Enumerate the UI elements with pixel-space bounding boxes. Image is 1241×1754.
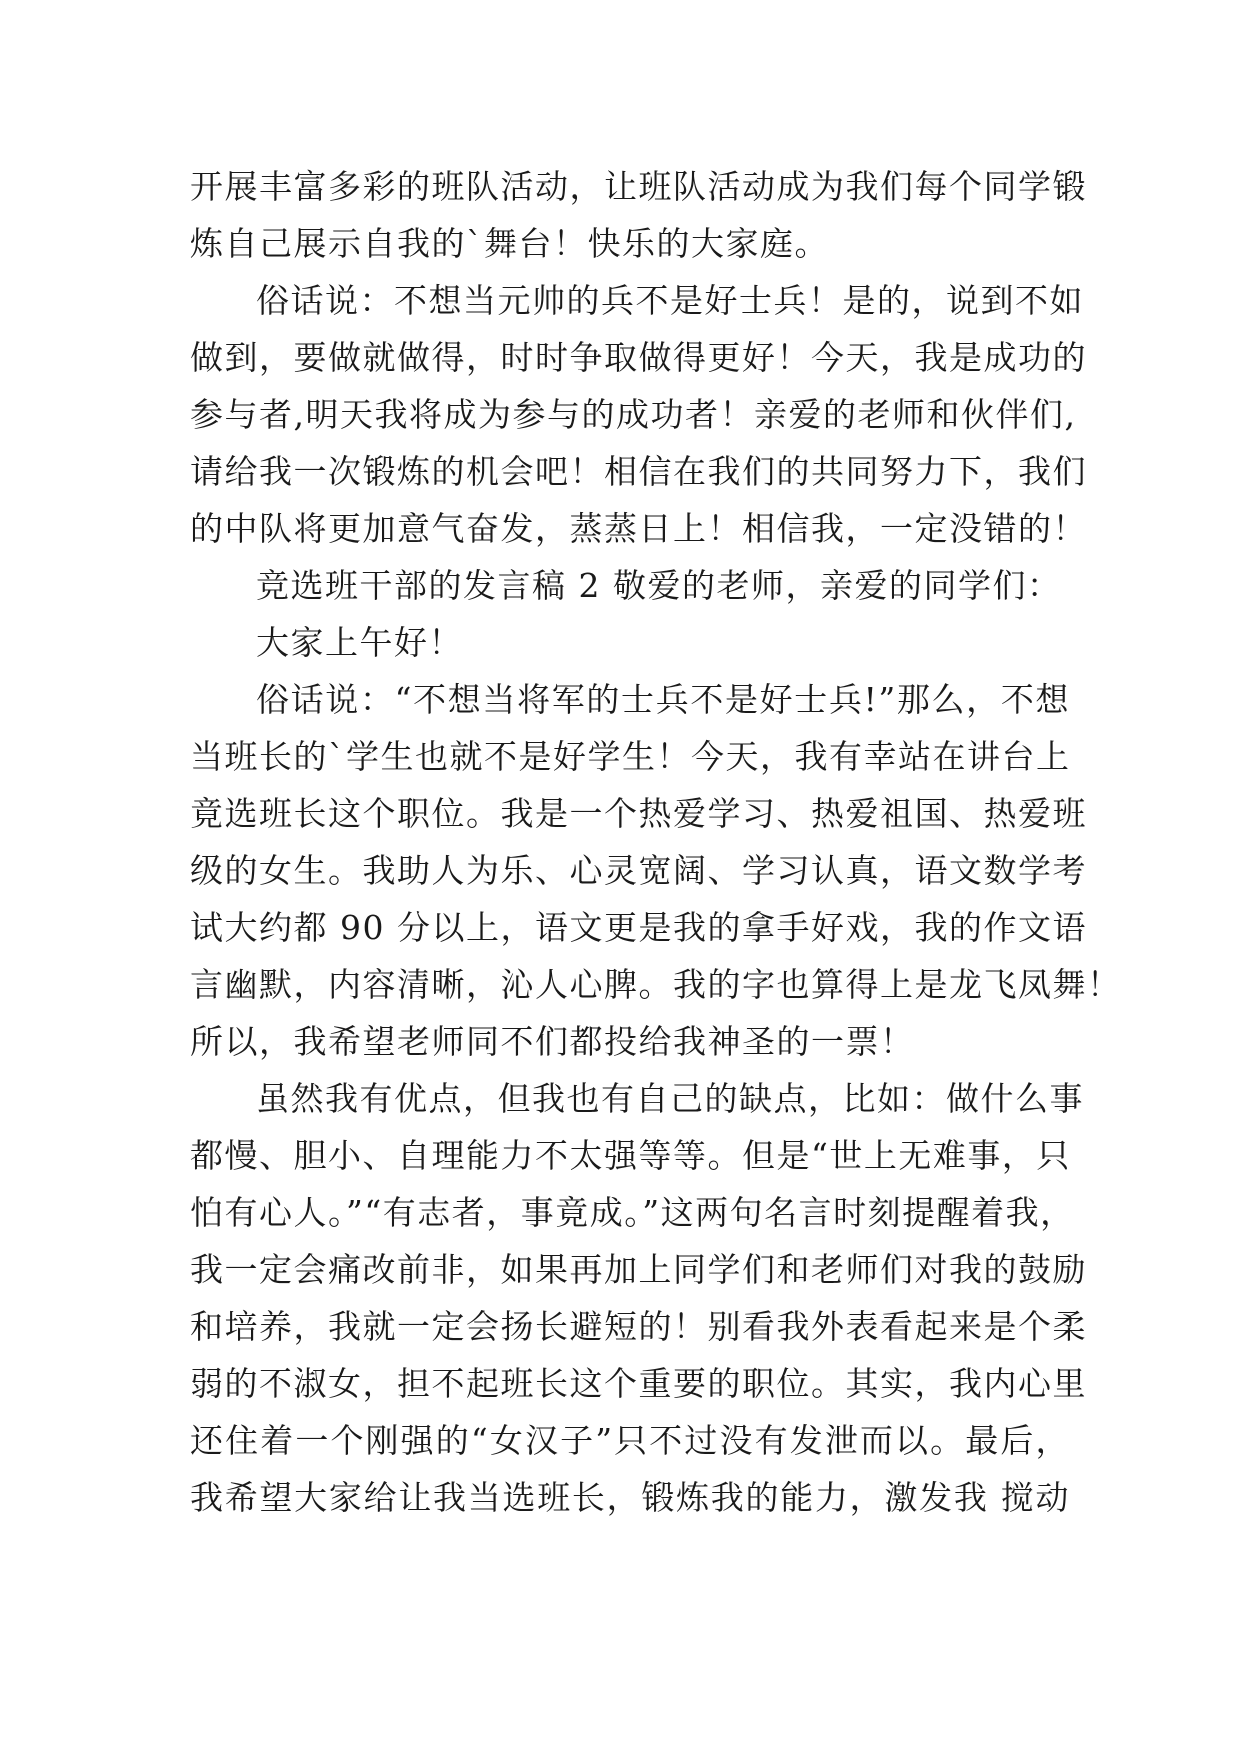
text-line: 请给我一次锻炼的机会吧！相信在我们的共同努力下，我们 [190,452,1087,491]
text-line: 弱的不淑女，担不起班长这个重要的职位。其实，我内心里 [190,1364,1087,1403]
document-body [190,158,1122,1526]
text-line: 竟选班长这个职位。我是一个热爱学习、热爱祖国、热爱班 [190,794,1087,833]
text-line: 我希望大家给让我当选班长，锻炼我的能力，激发我 搅动 [190,1478,1070,1517]
paragraph-first-line: 俗话说：不想当元帅的兵不是好士兵！是的，说到不如 [256,281,1084,320]
text-line: 炼自己展示自我的`舞台！快乐的大家庭。 [190,224,829,263]
text-line: 和培养，我就一定会扬长避短的！别看我外表看起来是个柔 [190,1307,1087,1346]
text-line: 所以，我希望老师同不们都投给我神圣的一票！ [190,1022,915,1061]
text-line: 怕有心人。”“有志者，事竟成。”这两句名言时刻提醒着我， [190,1193,1075,1232]
text-line: 当班长的`学生也就不是好学生！今天，我有幸站在讲台上 [190,737,1071,776]
text-line: 我一定会痛改前非，如果再加上同学们和老师们对我的鼓励 [190,1250,1087,1289]
text-line: 还住着一个刚强的“女汉子”只不过没有发泄而以。最后， [190,1421,1070,1460]
text-line: 开展丰富多彩的班队活动，让班队活动成为我们每个同学锻 [190,167,1087,206]
text-line: 试大约都 90 分以上，语文更是我的拿手好戏，我的作文语 [190,908,1087,947]
text-line: 级的女生。我助人为乐、心灵宽阔、学习认真，语文数学考 [190,851,1087,890]
text-line: 的中队将更加意气奋发，蒸蒸日上！相信我，一定没错的！ [190,509,1087,548]
text-line: 都慢、胆小、自理能力不太强等等。但是“世上无难事，只 [190,1136,1071,1175]
greeting: 大家上午好！ [256,623,463,662]
paragraph-first-line: 虽然我有优点，但我也有自己的缺点，比如：做什么事 [256,1079,1084,1118]
text-line: 参与者,明天我将成为参与的成功者！亲爱的老师和伙伴们, [190,395,1077,434]
paragraph-first-line: 俗话说：“不想当将军的士兵不是好士兵!”那么，不想 [256,680,1070,719]
text-line: 做到，要做就做得，时时争取做得更好！今天，我是成功的 [190,338,1087,377]
text-line: 言幽默，内容清晰，沁人心脾。我的字也算得上是龙飞凤舞！ [190,965,1122,1004]
speech-heading: 竞选班干部的发言稿 2 敬爱的老师，亲爱的同学们： [256,566,1062,605]
